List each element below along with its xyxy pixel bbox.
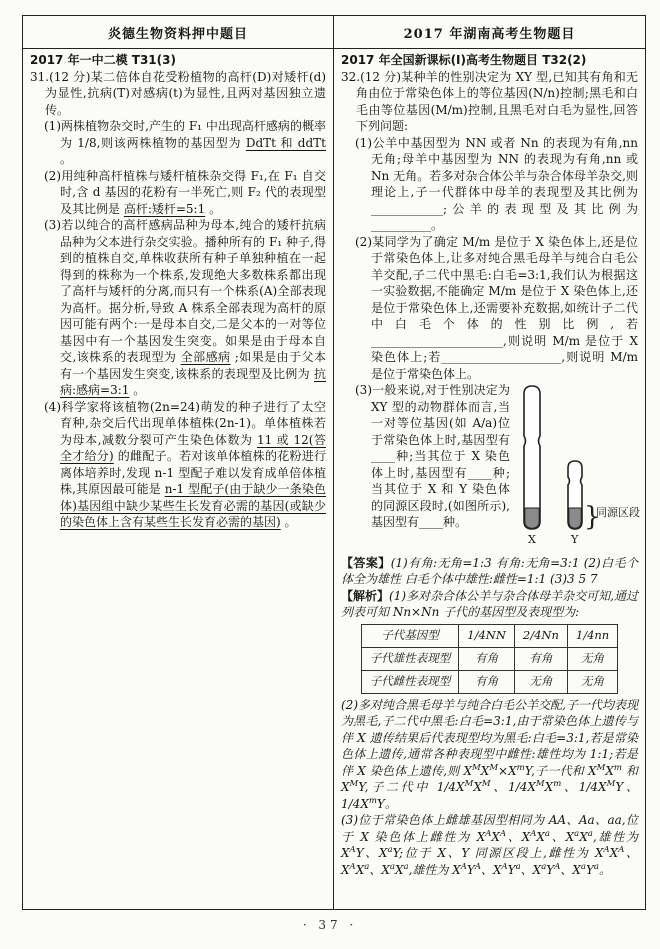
question-31-item-3: (3)若以纯合的高杆感病品种为母本,纯合的矮杆抗病品种为父本进行杂交实验。播种所有的 F₁ 种子,得到的植株自交,单株收获所有种子单独种植在一起得到的株称为一个株系,发现绝大多数株系都出现了高杆与矮杆的分离,而只有一个株系(A)全部表现为高杆。据分析,导致 A 株系全部表现为高杆的原因可能有两个:一是母本自交,二是父本的一对等位基因中有一个基因发生突变。如果是由于母本自交,该株系的表现型为 全部感病 ;如果是由于父本有一个基因发生突变,该株系的表现型及比例为 抗病:感病=3:1 。 <box>44 218 326 397</box>
question-32-item-2: (2)某同学为了确定 M/m 是位于 X 染色体上,还是位于常染色体上,让多对纯合黑毛母羊与纯合白毛公羊交配,子二代中黑毛:白毛=3:1,我们认为根据这一实验数据,不能确定 M/m 是位于 X 染色体上,还是位于常染色体上,还需要补充数据,如统计子二代中白毛个体的性别比例,若______________________,则说明 M/m 是位于 X 染色体上;若____________________,则说明 M/m 是位于常染色体上。 <box>355 234 638 381</box>
header-cell-source-exam: 炎德生物资料押中题目 <box>23 16 334 48</box>
left-section-title: 2017 年一中二模 T31(3) <box>30 53 176 67</box>
analysis-paragraph-2: (2)多对纯合黑毛母羊与纯合白毛公羊交配,子一代均表现为黑毛,子二代中黑毛:白毛=3:1,由于常染色体上遗传与伴 X 遗传结果后代表现型均为黑毛:白毛=3:1,若是常染色体上遗传,通常各种表现型中雌性:雄性均为 1:1;若是伴 X 染色体上遗传,则 $X^MX^M\times X^mY$,子一代和 $X^MX^m$ 和 $X^MY$,子二代中 $1/4X^MX^M$、$1/4X^MX^m$、$1/4X^MY$、$1/4X^mY$。 <box>341 697 638 811</box>
question-32-item-1: (1)公羊中基因型为 NN 或者 Nn 的表现为有角,nn 无角;母羊中基因型为 NN 的表现为有角,nn 或 Nn 无角。若多对杂合体公羊与杂合体母羊杂交,则理论上,子一代群体中母羊的表现型及其比例为____________;公羊的表现型及其比例为__________。 <box>355 135 638 232</box>
analysis-paragraph-3: (3)位于常染色体上雌雄基因型相同为 AA、Aa、aa,位于 X 染色体上雌性为 $X^AX^A$、$X^AX^a$、$X^aX^a$,雄性为 $X^AY$、$X^aY$;位于 X、Y 同源区段上,雌性为 $X^AX^A$、$X^AX^a$、$X^aX^a$,雄性为 $X^AY^A$、$X^AY^a$、$X^aY^A$、$X^aY^a$。 <box>341 813 639 877</box>
table-cell: 无角 <box>567 670 617 693</box>
y-chromosome-homologous-segment <box>569 508 581 528</box>
right-column-gaokao-exam <box>334 49 645 909</box>
header-cell-target-exam: 2017 年湖南高考生物题目 <box>403 26 576 42</box>
x-chromosome-label: X <box>528 533 536 546</box>
content-columns <box>23 49 645 909</box>
table-cell: 子代雌性表现型 <box>361 670 459 693</box>
xy-chromosome-diagram <box>510 382 638 550</box>
question-32-item-3: (3)一般来说,对于性别决定为 XY 型的动物群体而言,当一对等位基因(如 A/a)位于常染色体上时,基因型有____种;当其位于 X 染色体上时,基因型有____种;当其位于 X 和 Y 染色体的同源区段时,(如图所示),基因型有____种。 <box>355 383 510 529</box>
table-cell: 无角 <box>567 647 617 670</box>
table-cell: 无角 <box>514 670 567 693</box>
table-cell: 有角 <box>459 670 515 693</box>
genotype-phenotype-table <box>361 624 618 694</box>
page-number: · 37 · <box>302 918 358 932</box>
brace-glyph: } <box>584 502 601 532</box>
question-31-item-4: (4)科学家将该植物(2n=24)萌发的种子进行了太空育种,杂交后代出现单体植株(2n-1)。单体植株若为母本,减数分裂可产生染色体数为 11 或 12(答全才给分) 的雌配子。若对该单体植株的花粉进行离体培养时,发现 n-1 型配子难以发育成单倍体植株,其原因最可能是 n-1 型配子(由于缺少一条染色体)基因组中缺少某些生长发育必需的基因(或缺少的染色体上含有某些生长发育必需的基因) 。 <box>44 399 326 529</box>
table-row <box>361 670 617 693</box>
question-31-item-1: (1)两株植物杂交时,产生的 F₁ 中出现高杆感病的概率为 1/8,则该两株植物的基因型为 DdTt 和 ddTt 。 <box>44 119 326 166</box>
exam-comparison-table <box>22 15 646 910</box>
table-cell: 2/4Nn <box>514 624 567 647</box>
right-section-title: 2017 年全国新课标(Ⅰ)高考生物题目 T32(2) <box>341 53 587 67</box>
table-header-row <box>23 16 645 49</box>
analysis-intro: 【解析】(1)多对杂合体公羊与杂合体母羊杂交可知,通过列表可知 Nn×Nn 子代的基因型及表现型为: <box>341 588 638 619</box>
answer-block: 【答案】(1)有角:无角=1:3 有角:无角=3:1 (2)白毛个体全为雄性 白毛个体中雄性:雌性=1:1 (3)3 5 7 <box>341 555 638 586</box>
left-column-mock-exam <box>23 49 334 909</box>
table-cell: 1/4NN <box>459 624 515 647</box>
table-cell: 子代雄性表现型 <box>361 647 459 670</box>
table-cell: 子代基因型 <box>361 624 459 647</box>
table-row <box>361 647 617 670</box>
question-32-item-3-row <box>341 382 638 555</box>
question-32-stem: 32.(12 分)某种羊的性别决定为 XY 型,已知其有角和无角由位于常染色体上的等位基因(N/n)控制;黑毛和白毛由等位基因(M/m)控制,且黑毛对白毛为显性,回答下列问题: <box>341 69 638 133</box>
question-31-stem: 31.(12 分)某二倍体自花受粉植物的高杆(D)对矮杆(d)为显性,抗病(T)对感病(t)为显性,且两对基因独立遗传。 <box>30 69 326 117</box>
y-chromosome-label: Y <box>571 533 579 546</box>
homologous-region-label: 同源区段 <box>596 506 640 519</box>
x-chromosome-homologous-segment <box>525 508 539 528</box>
xy-chromosome-figure <box>510 382 638 555</box>
table-row <box>361 624 617 647</box>
table-cell: 1/4nn <box>567 624 617 647</box>
table-cell: 有角 <box>514 647 567 670</box>
table-cell: 有角 <box>459 647 515 670</box>
question-31-item-2: (2)用纯种高杆植株与矮杆植株杂交得 F₁,在 F₁ 自交时,含 d 基因的花粉有一半死亡,则 F₂ 代的表现型及其比例是 高杆:矮杆=5:1 。 <box>44 168 326 216</box>
